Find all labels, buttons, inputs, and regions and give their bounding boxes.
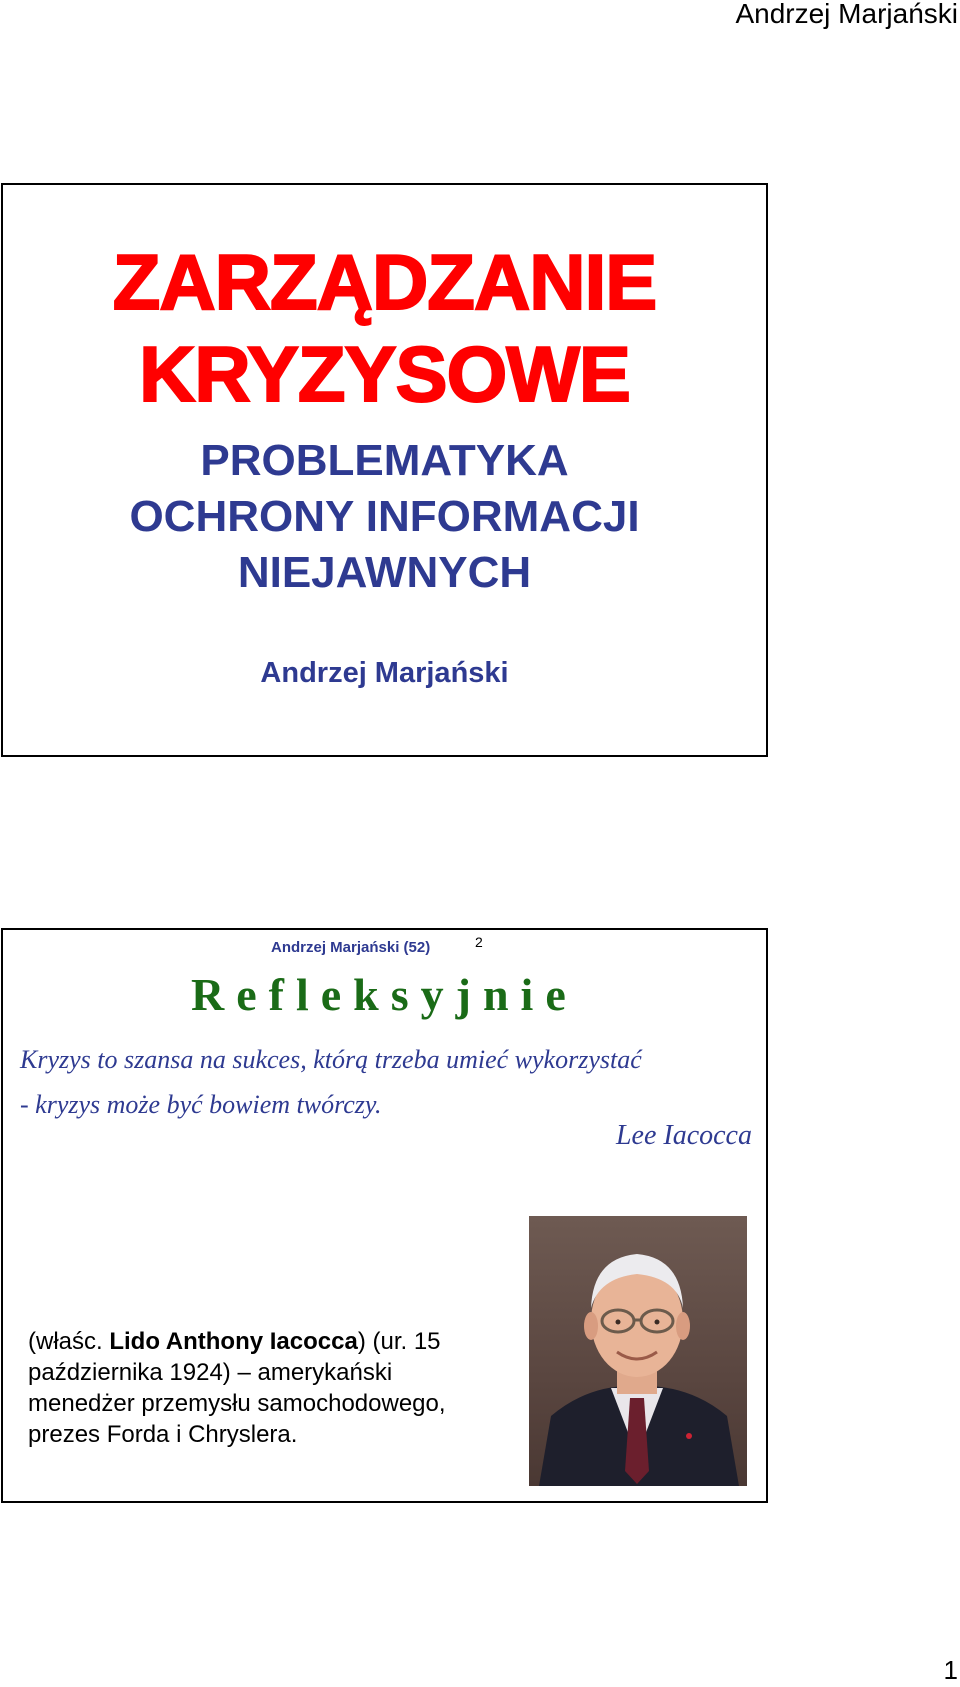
subtitle-line-1: PROBLEMATYKA [200,436,569,485]
slide-title-line-1: ZARZĄDZANIE [112,238,657,326]
portrait-illustration [529,1216,747,1486]
subtitle-line-2: OCHRONY INFORMACJI [129,492,640,541]
bio-prefix: (właśc. [28,1328,110,1355]
slide-author: Andrzej Marjański [260,657,509,689]
quote-author: Lee Iacocca [615,1120,752,1151]
biography [28,1326,498,1450]
bio-name: Lido Anthony Iacocca [109,1328,358,1355]
slide-number: 2 [475,934,483,950]
page-header: Andrzej Marjański [735,0,958,29]
subtitle-line-3: NIEJAWNYCH [237,548,532,597]
slide-author-label: Andrzej Marjański (52) [271,939,431,956]
slide-title-line-2: KRYZYSOWE [139,330,630,418]
quote-line-2: - kryzys może być bowiem twórczy. [20,1090,382,1119]
page-number: 1 [943,1655,958,1685]
slide-heading: Refleksyjnie [191,969,578,1020]
slide-title [1,183,768,757]
quote [20,1037,760,1127]
portrait-photo [529,1216,747,1486]
slide-subtitle [3,433,766,601]
quote-line-1: Kryzys to szansa na sukces, którą trzeba umieć wykorzystać [20,1045,642,1074]
slide-reflection [1,928,768,1503]
bio-rest: ) (ur. 15 października 1924) – amerykański menedżer przemysłu samochodowego, prezes Forda i Chryslera. [28,1328,446,1448]
